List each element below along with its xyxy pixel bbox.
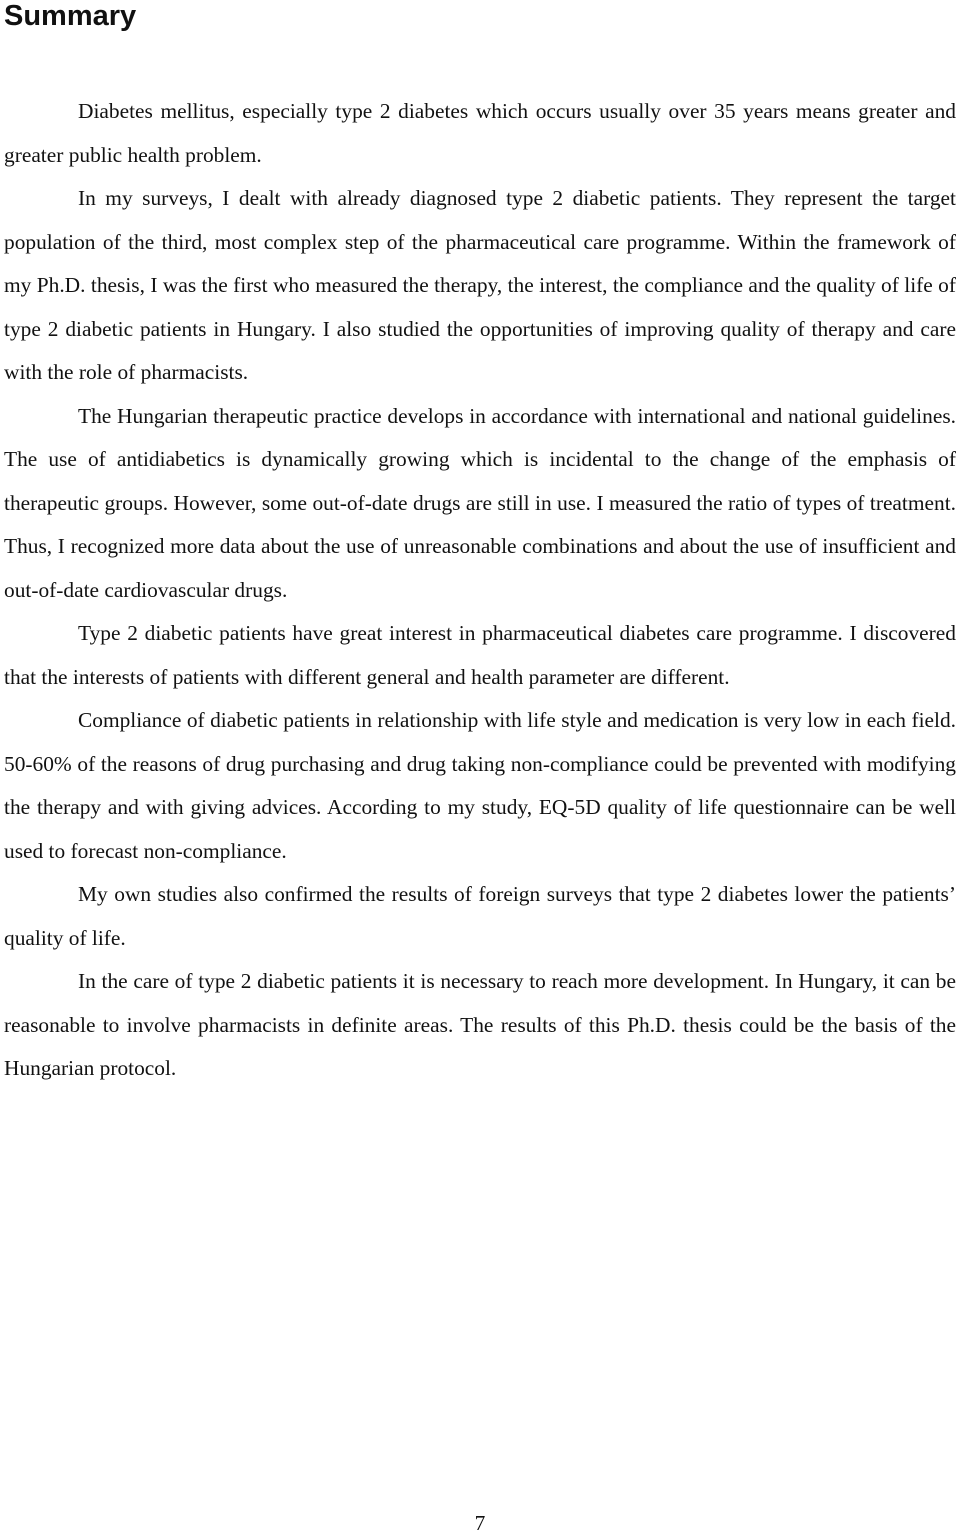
paragraph-patient-interest: Type 2 diabetic patients have great interest in pharmaceutical diabetes care programme. I discovered that the interests of patients with different general and health parameter are different. [4, 621, 956, 689]
summary-body [4, 90, 956, 1091]
paragraph-quality-of-life: My own studies also confirmed the results of foreign surveys that type 2 diabetes lower the patients’ quality of life. [4, 882, 956, 950]
section-title: Summary [4, 0, 137, 32]
paragraph-surveys: In my surveys, I dealt with already diagnosed type 2 diabetic patients. They represent the target population of the third, most complex step of the pharmaceutical care programme. Within the framework of my Ph.D. thesis, I was the first who measured the therapy, the interest, the compliance and the quality of life of type 2 diabetic patients in Hungary. I also studied the opportunities of improving quality of therapy and care with the role of pharmacists. [4, 186, 956, 384]
paragraph-therapeutic-practice: The Hungarian therapeutic practice develops in accordance with international and national guidelines. The use of antidiabetics is dynamically growing which is incidental to the change of the emphasis of therapeutic groups. However, some out-of-date drugs are still in use. I measured the ratio of types of treatment. Thus, I recognized more data about the use of unreasonable combinations and about the use of insufficient and out-of-date cardiovascular drugs. [4, 403, 956, 602]
page-number: 7 [474, 1511, 486, 1535]
paragraph-conclusion: In the care of type 2 diabetic patients it is necessary to reach more development. In Hungary, it can be reasonable to involve pharmacists in definite areas. The results of this Ph.D. thesis could be the basis of the Hungarian protocol. [4, 969, 956, 1080]
paragraph-diabetes-intro: Diabetes mellitus, especially type 2 diabetes which occurs usually over 35 years means greater and greater public health problem. [4, 99, 956, 167]
paragraph-compliance: Compliance of diabetic patients in relationship with life style and medication is very low in each field. 50-60% of the reasons of drug purchasing and drug taking non-compliance could be prevented with modifying the therapy and with giving advices. According to my study, EQ-5D quality of life questionnaire can be well used to forecast non-compliance. [4, 708, 956, 863]
